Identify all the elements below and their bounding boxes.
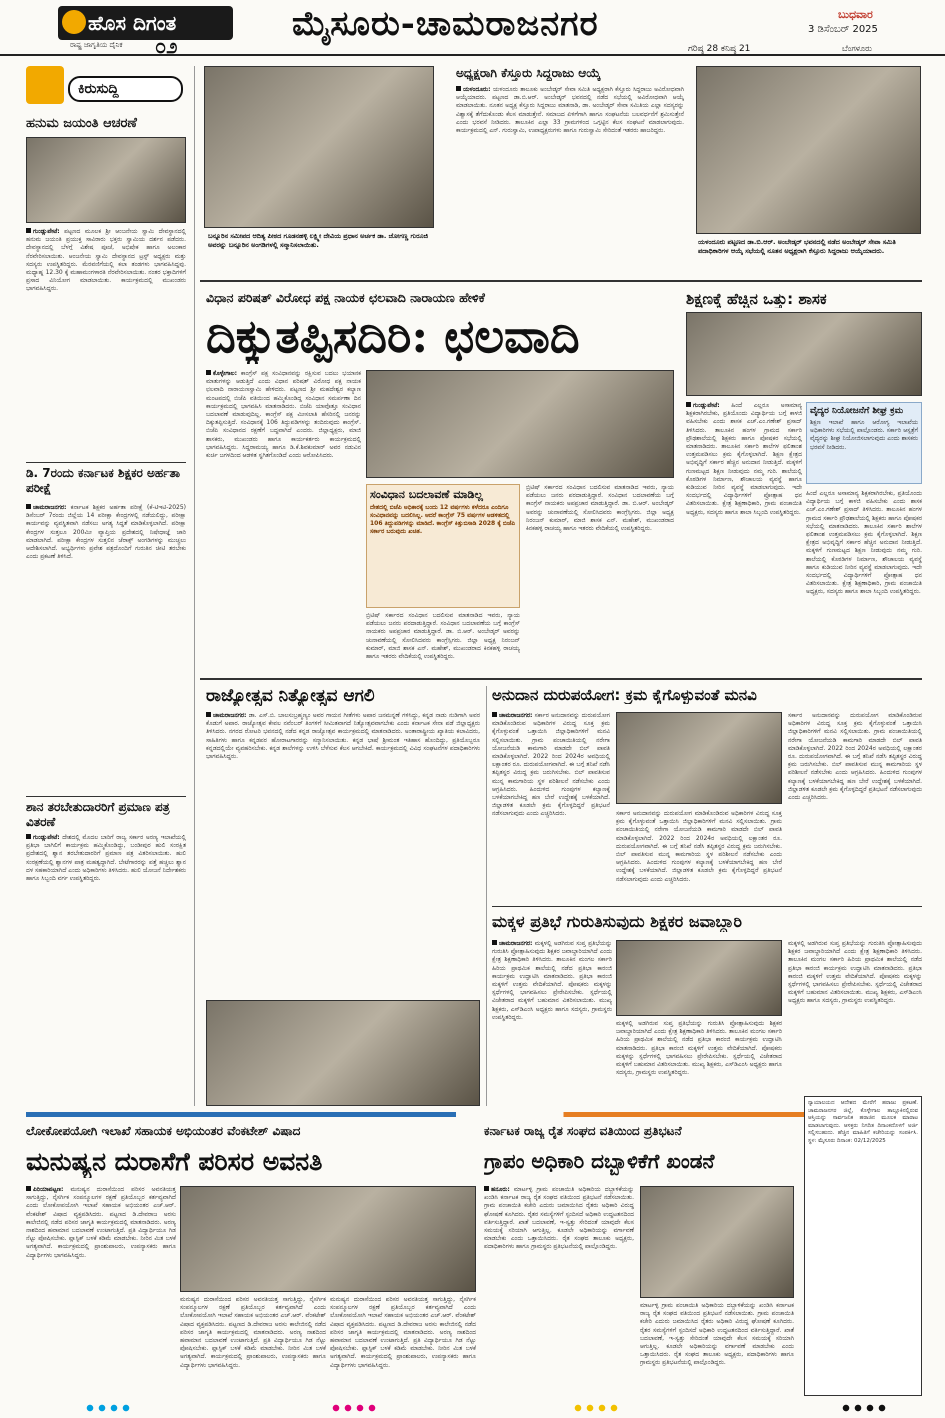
logo-emblem-icon bbox=[62, 10, 86, 34]
rajyotsava-text bbox=[206, 712, 480, 994]
parisara-body-3: ಮನುಷ್ಯನ ದುರಾಸೆಯಿಂದ ಪರಿಸರ ಅವನತಿಯತ್ತ ಸಾಗುತ್ತಿದ್ದು, ನೈಸರ್ಗಿಕ ಸಂಪನ್ಮೂಲಗಳ ರಕ್ಷಣೆ ಪ್ರತಿಯೊಬ್ಬರ ಕರ್ತವ್ಯವಾಗಿದೆ ಎಂದು ಲೋಕೋಪಯೋಗಿ ಇಲಾಖೆ ಸಹಾಯಕ ಅಭಿಯಂತರ ಎಚ್.ಆರ್. ವೆಂಕಟೇಶ್ ವಿಷಾದ ವ್ಯಕ್ತಪಡಿಸಿದರು. ಪಟ್ಟಣದ ಡಿ.ದೇವರಾಜ ಅರಸು ಕಾಲೇಜಿನಲ್ಲಿ ನಡೆದ ಪರಿಸರ ಜಾಗೃತಿ ಕಾರ್ಯಕ್ರಮದಲ್ಲಿ ಮಾತನಾಡಿದರು. ಅರಣ್ಯ ನಾಶದಿಂದ ಹವಾಮಾನ ಬದಲಾವಣೆ ಉಂಟಾಗುತ್ತಿದೆ. ಪ್ರತಿ ವಿದ್ಯಾರ್ಥಿಯೂ ಗಿಡ ನೆಟ್ಟು ಪೋಷಿಸಬೇಕು. ಪ್ಲಾಸ್ಟಿಕ್ ಬಳಕೆ ಕಡಿಮೆ ಮಾಡಬೇಕು. ನೀರಿನ ಮಿತ ಬಳಕೆ ಅಗತ್ಯವಾಗಿದೆ. ಕಾರ್ಯಕ್ರಮದಲ್ಲಿ ಪ್ರಾಂಶುಪಾಲರು, ಉಪನ್ಯಾಸಕರು ಹಾಗೂ ವಿದ್ಯಾರ್ಥಿಗಳು ಭಾಗವಹಿಸಿದ್ದರು. bbox=[330, 1296, 476, 1369]
photo-rajyotsava bbox=[206, 1000, 480, 1106]
lead-body: ಕಾಂಗ್ರೆಸ್ ಪಕ್ಷ ಸಂವಿಧಾನವನ್ನು ರಕ್ಷಿಸುವ ಬದಲು ಭಯಾನಕ ಮಾತುಗಳನ್ನು ಆಡುತ್ತಿದೆ ಎಂದು ವಿಧಾನ ಪರಿಷತ್ ವಿರೋಧ ಪಕ್ಷ ನಾಯಕ ಛಲವಾದಿ ನಾರಾಯಣಸ್ವಾಮಿ ಹೇಳಿದರು. ಪಟ್ಟಣದ ಶ್ರೀ ಮಹದೇಶ್ವರ ಕಲ್ಯಾಣ ಮಂಟಪದಲ್ಲಿ ಬಿಜೆಪಿ ವತಿಯಿಂದ ಹಮ್ಮಿಕೊಂಡಿದ್ದ ಸಂವಿಧಾನ ಸಮರ್ಪಣಾ ದಿನ ಕಾರ್ಯಕ್ರಮದಲ್ಲಿ ಭಾಗವಹಿಸಿ ಮಾತನಾಡಿದರು. ಬಿಜೆಪಿ ಯಾವೊತ್ತೂ ಸಂವಿಧಾನ ಬದಲಾವಣೆ ಮಾಡುವುದಿಲ್ಲ. ಕಾಂಗ್ರೆಸ್ ಪಕ್ಷ ಮೀಸಲಾತಿ ಹೆಸರಿನಲ್ಲಿ ಜನರನ್ನು ದಿಕ್ಕುತಪ್ಪಿಸುತ್ತಿದೆ. ಸಂವಿಧಾನಕ್ಕೆ 106 ತಿದ್ದುಪಡಿಗಳನ್ನು ತಂದಿರುವುದು ಕಾಂಗ್ರೆಸ್. ಬಿಜೆಪಿ ಸಂವಿಧಾನದ ರಕ್ಷಣೆಗೆ ಬದ್ಧವಾಗಿದೆ ಎಂದರು. ಜಿಲ್ಲಾಧ್ಯಕ್ಷರು, ಮಾಜಿ ಶಾಸಕರು, ಮುಖಂಡರು ಹಾಗೂ ಕಾರ್ಯಕರ್ತರು ಕಾರ್ಯಕ್ರಮದಲ್ಲಿ ಭಾಗವಹಿಸಿದ್ದರು. ಸಿದ್ದರಾಮಯ್ಯ ಹಾಗೂ ಡಿ.ಕೆ.ಶಿವಕುಮಾರ್ ಅವರ ನಡುವಿನ ಕುರ್ಚಿ ಜಗಳದಿಂದ ಆಡಳಿತ ಸ್ಥಗಿತಗೊಂಡಿದೆ ಎಂದು ಆರೋಪಿಸಿದರು. bbox=[206, 370, 361, 460]
pullquote-title: ಸಂವಿಧಾನ ಬದಲಾವಣೆ ಮಾಡಿಲ್ಲ bbox=[370, 488, 483, 501]
makkala-body: ಮಕ್ಕಳಲ್ಲಿ ಅಡಗಿರುವ ಸುಪ್ತ ಪ್ರತಿಭೆಯನ್ನು ಗುರುತಿಸಿ ಪ್ರೋತ್ಸಾಹಿಸುವುದು ಶಿಕ್ಷಕರ ಜವಾಬ್ದಾರಿಯಾಗಿದೆ ಎಂದು ಕ್ಷೇತ್ರ ಶಿಕ್ಷಣಾಧಿಕಾರಿ ತಿಳಿಸಿದರು. ತಾಲೂಕಿನ ಮಂಗಲ ಸರ್ಕಾರಿ ಹಿರಿಯ ಪ್ರಾಥಮಿಕ ಶಾಲೆಯಲ್ಲಿ ನಡೆದ ಪ್ರತಿಭಾ ಕಾರಂಜಿ ಕಾರ್ಯಕ್ರಮ ಉದ್ಘಾಟಿಸಿ ಮಾತನಾಡಿದರು. ಪ್ರತಿಭಾ ಕಾರಂಜಿ ಮಕ್ಕಳಿಗೆ ಉತ್ತಮ ವೇದಿಕೆಯಾಗಿದೆ. ಪೋಷಕರು ಮಕ್ಕಳನ್ನು ಸ್ಪರ್ಧೆಗಳಲ್ಲಿ ಭಾಗವಹಿಸಲು ಪ್ರೇರೇಪಿಸಬೇಕು. ಸ್ಪರ್ಧೆಯಲ್ಲಿ ವಿಜೇತರಾದ ಮಕ್ಕಳಿಗೆ ಬಹುಮಾನ ವಿತರಿಸಲಾಯಿತು. ಮುಖ್ಯ ಶಿಕ್ಷಕರು, ಎಸ್‌ಡಿಎಂಸಿ ಅಧ್ಯಕ್ಷರು ಹಾಗೂ ಸದಸ್ಯರು, ಗ್ರಾಮಸ್ಥರು ಉಪಸ್ಥಿತರಿದ್ದರು. bbox=[492, 940, 612, 1021]
caption-felicitation: ಬನ್ನೂರಿನ ಸಮೀಪದ ಆದಿತ್ಯ ಪೀಠದ ಗೂಡನಹಳ್ಳಿ ಲಕ್ಷ್ಮೀ ದೇವಿಯ ಪ್ರಧಾನ ಅರ್ಚಕ ಡಾ. ಜೋಗಣ್ಣ ಗುರೂಜಿ ಅವರನ್ನು ಬನ್ನೂರಿನ ಅಂಗಡಿಗಳಲ್ಲಿ ಸನ್ಮಾನಿಸಲಾಯಿತು. bbox=[208, 232, 429, 249]
grapam-text-2 bbox=[640, 1302, 794, 1396]
pullquote-text: ದೇಶದಲ್ಲಿ ಬಿಜೆಪಿ ಅಧಿಕಾರಕ್ಕೆ ಬಂದು 12 ವರ್ಷಗಳು ಕಳೆದರೂ ಎಂದಿಗೂ ಸಂವಿಧಾನವನ್ನು ಬದಲಿಸಿಲ್ಲ. ಆದರೆ ಕಾಂಗ್ರೆಸ್ 75 ವರ್ಷಗಳ ಆಡಳಿತದಲ್ಲಿ 106 ತಿದ್ದುಪಡಿಗಳನ್ನು ಮಾಡಿದೆ. ಕಾಂಗ್ರೆಸ್ ಕಿತ್ತುಬಿಸಾಡಿ 2028 ಕ್ಕೆ ಬಿಜೆಪಿ ಸರ್ಕಾರ ಬರುವುದು ಖಚಿತ. bbox=[370, 504, 516, 535]
anudana-body-2: ಸರ್ಕಾರ ಅನುದಾನವನ್ನು ದುರುಪಯೋಗ ಮಾಡಿಕೊಂಡಿರುವ ಅಧಿಕಾರಿಗಳ ವಿರುದ್ಧ ಸೂಕ್ತ ಕ್ರಮ ಕೈಗೊಳ್ಳುವಂತೆ ಒತ್ತಾಯಿಸಿ ಜಿಲ್ಲಾಧಿಕಾರಿಗಳಿಗೆ ಮನವಿ ಸಲ್ಲಿಸಲಾಯಿತು. ಗ್ರಾಮ ಪಂಚಾಯಿತಿಯಲ್ಲಿ ನರೇಗಾ ಯೋಜನೆಯಡಿ ಕಾಮಗಾರಿ ಮಾಡದೇ ಬಿಲ್ ಪಾವತಿ ಮಾಡಿಕೊಳ್ಳಲಾಗಿದೆ. 2022 ರಿಂದ 2024ರ ಅವಧಿಯಲ್ಲಿ ಲಕ್ಷಾಂತರ ರೂ. ದುರುಪಯೋಗವಾಗಿದೆ. ಈ ಬಗ್ಗೆ ತನಿಖೆ ನಡೆಸಿ ತಪ್ಪಿತಸ್ಥರ ವಿರುದ್ಧ ಕ್ರಮ ಜರುಗಿಸಬೇಕು. ಬಿಲ್ ಪಾವತಿಸುವ ಮುನ್ನ ಕಾಮಗಾರಿಯ ಸ್ಥಳ ಪರಿಶೀಲನೆ ನಡೆಸಬೇಕು ಎಂದು ಆಗ್ರಹಿಸಿದರು. ಹಿಂದುಳಿದ ಗುಂಪುಗಳ ಕಲ್ಯಾಣಕ್ಕೆ ಬಳಕೆಯಾಗಬೇಕಿದ್ದ ಹಣ ಬೇರೆ ಉದ್ದೇಶಕ್ಕೆ ಬಳಕೆಯಾಗಿದೆ. ಜಿಲ್ಲಾಡಳಿತ ಕೂಡಲೇ ಕ್ರಮ ಕೈಗೊಳ್ಳದಿದ್ದರೆ ಪ್ರತಿಭಟನೆ ನಡೆಸಲಾಗುವುದು ಎಂದು ಎಚ್ಚರಿಸಿದರು. bbox=[616, 810, 782, 883]
photo-school-meeting bbox=[686, 312, 922, 396]
photo-lead-event bbox=[366, 370, 674, 478]
kesur-text bbox=[456, 86, 684, 272]
kesur-headline: ಅಧ್ಯಕ್ಷರಾಗಿ ಕೆಸ್ತೂರು ಸಿದ್ದರಾಜು ಆಯ್ಕೆ bbox=[456, 66, 601, 80]
divider bbox=[492, 906, 922, 907]
doctor-box-title: ವೈದ್ಯರ ನಿಯೋಜನೆಗೆ ಶೀಘ್ರ ಕ್ರಮ bbox=[810, 406, 904, 416]
anudana-body: ಸರ್ಕಾರ ಅನುದಾನವನ್ನು ದುರುಪಯೋಗ ಮಾಡಿಕೊಂಡಿರುವ ಅಧಿಕಾರಿಗಳ ವಿರುದ್ಧ ಸೂಕ್ತ ಕ್ರಮ ಕೈಗೊಳ್ಳುವಂತೆ ಒತ್ತಾಯಿಸಿ ಜಿಲ್ಲಾಧಿಕಾರಿಗಳಿಗೆ ಮನವಿ ಸಲ್ಲಿಸಲಾಯಿತು. ಗ್ರಾಮ ಪಂಚಾಯಿತಿಯಲ್ಲಿ ನರೇಗಾ ಯೋಜನೆಯಡಿ ಕಾಮಗಾರಿ ಮಾಡದೇ ಬಿಲ್ ಪಾವತಿ ಮಾಡಿಕೊಳ್ಳಲಾಗಿದೆ. 2022 ರಿಂದ 2024ರ ಅವಧಿಯಲ್ಲಿ ಲಕ್ಷಾಂತರ ರೂ. ದುರುಪಯೋಗವಾಗಿದೆ. ಈ ಬಗ್ಗೆ ತನಿಖೆ ನಡೆಸಿ ತಪ್ಪಿತಸ್ಥರ ವಿರುದ್ಧ ಕ್ರಮ ಜರುಗಿಸಬೇಕು. ಬಿಲ್ ಪಾವತಿಸುವ ಮುನ್ನ ಕಾಮಗಾರಿಯ ಸ್ಥಳ ಪರಿಶೀಲನೆ ನಡೆಸಬೇಕು ಎಂದು ಆಗ್ರಹಿಸಿದರು. ಹಿಂದುಳಿದ ಗುಂಪುಗಳ ಕಲ್ಯಾಣಕ್ಕೆ ಬಳಕೆಯಾಗಬೇಕಿದ್ದ ಹಣ ಬೇರೆ ಉದ್ದೇಶಕ್ಕೆ ಬಳಕೆಯಾಗಿದೆ. ಜಿಲ್ಲಾಡಳಿತ ಕೂಡಲೇ ಕ್ರಮ ಕೈಗೊಳ್ಳದಿದ್ದರೆ ಪ್ರತಿಭಟನೆ ನಡೆಸಲಾಗುವುದು ಎಂದು ಎಚ್ಚರಿಸಿದರು. bbox=[492, 712, 610, 818]
anudana-text-3 bbox=[788, 712, 922, 902]
parisara-place: ಪಿರಿಯಾಪಟ್ಟಣ: bbox=[33, 1186, 64, 1193]
lead-kicker: ವಿಧಾನ ಪರಿಷತ್ ವಿರೋಧ ಪಕ್ಷ ನಾಯಕ ಛಲವಾದಿ ನಾರಾಯಣ ಹೇಳಿಕೆ bbox=[206, 290, 485, 305]
legal-notice bbox=[804, 1096, 922, 1396]
divider bbox=[200, 678, 922, 680]
brief-headline-3: ಶಾನ ತರಬೇತುದಾರರಿಗೆ ಪ್ರಮಾಣ ಪತ್ರ ವಿತರಣೆ bbox=[26, 800, 170, 829]
grapam-body-2: ಮಾರ್ಟಳ್ಳಿ ಗ್ರಾಮ ಪಂಚಾಯಿತಿ ಅಧಿಕಾರಿಯ ದಬ್ಬಾಳಿಕೆಯನ್ನು ಖಂಡಿಸಿ ಕರ್ನಾಟಕ ರಾಜ್ಯ ರೈತ ಸಂಘದ ವತಿಯಿಂದ ಪ್ರತಿಭಟನೆ ನಡೆಸಲಾಯಿತು. ಗ್ರಾಮ ಪಂಚಾಯಿತಿ ಕಚೇರಿ ಎದುರು ಜಮಾಯಿಸಿದ ರೈತರು ಅಧಿಕಾರಿ ವಿರುದ್ಧ ಘೋಷಣೆ ಕೂಗಿದರು. ರೈತರ ಸಮಸ್ಯೆಗಳಿಗೆ ಸ್ಪಂದಿಸದೆ ಅಧಿಕಾರಿ ಉದ್ಧಟತನದಿಂದ ವರ್ತಿಸುತ್ತಿದ್ದಾರೆ. ಖಾತೆ ಬದಲಾವಣೆ, ಇ-ಸ್ವತ್ತು ಸೇರಿದಂತೆ ಯಾವುದೇ ಕೆಲಸ ಸಮಯಕ್ಕೆ ಸರಿಯಾಗಿ ಆಗುತ್ತಿಲ್ಲ. ಕೂಡಲೇ ಅಧಿಕಾರಿಯನ್ನು ವರ್ಗಾವಣೆ ಮಾಡಬೇಕು ಎಂದು ಒತ್ತಾಯಿಸಿದರು. ರೈತ ಸಂಘದ ತಾಲೂಕು ಅಧ್ಯಕ್ಷರು, ಪದಾಧಿಕಾರಿಗಳು ಹಾಗೂ ಗ್ರಾಮಸ್ಥರು ಪ್ರತಿಭಟನೆಯಲ್ಲಿ ಪಾಲ್ಗೊಂಡಿದ್ದರು. bbox=[640, 1302, 794, 1367]
brief-1-text bbox=[26, 228, 186, 460]
makkala-text-2 bbox=[616, 1020, 782, 1106]
kesur-body: ಯಳಂದೂರು ತಾಲೂಕು ಅಂಬೇಡ್ಕರ್ ಸೇವಾ ಸಮಿತಿ ಅಧ್ಯಕ್ಷರಾಗಿ ಕೆಸ್ತೂರು ಸಿದ್ದರಾಜು ಅವಿರೋಧವಾಗಿ ಆಯ್ಕೆಯಾದರು. ಪಟ್ಟಣದ ಡಾ.ಬಿ.ಆರ್. ಅಂಬೇಡ್ಕರ್ ಭವನದಲ್ಲಿ ನಡೆದ ಸಭೆಯಲ್ಲಿ ಅವಿರೋಧವಾಗಿ ಆಯ್ಕೆ ಮಾಡಲಾಯಿತು. ನೂತನ ಅಧ್ಯಕ್ಷ ಕೆಸ್ತೂರು ಸಿದ್ದರಾಜು ಮಾತನಾಡಿ, ಡಾ. ಅಂಬೇಡ್ಕರ್ ಸೇವಾ ಸಮಿತಿಯ ಎಲ್ಲಾ ಸದಸ್ಯರನ್ನು ವಿಶ್ವಾಸಕ್ಕೆ ತೆಗೆದುಕೊಂಡು ಕೆಲಸ ಮಾಡುತ್ತೇನೆ. ಸಮಾಜದ ಏಳಿಗೆಗಾಗಿ ಹಾಗೂ ಸಂಘಟನೆಯ ಬಲವರ್ಧನೆಗೆ ಶ್ರಮಿಸುತ್ತೇನೆ ಎಂದು ಭರವಸೆ ನೀಡಿದರು. ತಾಲೂಕಿನ ಎಲ್ಲಾ 33 ಗ್ರಾಮಗಳಿಂದ ಒಗ್ಗಟ್ಟಿನ ಕೆಲಸ ಸಂಘಟನೆ ಮಾಡಲಾಗುವುದು. ಕಾರ್ಯಕ್ರಮದಲ್ಲಿ ಎನ್. ಗುರುಸ್ವಾಮಿ, ಉಪಾಧ್ಯಕ್ಷರುಗಳು ಹಾಗೂ ಗುರುಸ್ವಾಮಿ ಸೇರಿದಂತೆ ಇತರರು ಹಾಜರಿದ್ದರು. bbox=[456, 86, 684, 135]
newspaper-logo: ಹೊಸ ದಿಗಂತ bbox=[58, 6, 233, 40]
photo-committee bbox=[696, 66, 921, 234]
parisara-kicker: ಲೋಕೋಪಯೋಗಿ ಇಲಾಖೆ ಸಹಾಯಕ ಅಭಿಯಂತರ ವೆಂಕಟೇಶ್ ವಿಷಾದ bbox=[26, 1124, 301, 1138]
brief-2-text bbox=[26, 504, 186, 794]
pullquote-box bbox=[366, 484, 520, 608]
doctor-box-body: ಶಿಕ್ಷಣ ಇಲಾಖೆ ಹಾಗೂ ಆರೋಗ್ಯ ಇಲಾಖೆಯ ಅಧಿಕಾರಿಗಳು ಸಭೆಯಲ್ಲಿ ಪಾಲ್ಗೊಂಡರು. ಸರ್ಕಾರಿ ಆಸ್ಪತ್ರೆಗೆ ವೈದ್ಯರನ್ನು ಶೀಘ್ರ ನಿಯೋಜಿಸಲಾಗುವುದು ಎಂದು ಶಾಸಕರು ಭರವಸೆ ನೀಡಿದರು. bbox=[810, 419, 918, 451]
parisara-text bbox=[26, 1186, 176, 1396]
city: ಬೆಂಗಳೂರು bbox=[842, 44, 872, 53]
grapam-text bbox=[484, 1186, 634, 1396]
makkala-text-3 bbox=[788, 940, 922, 1090]
anudana-body-3: ಸರ್ಕಾರ ಅನುದಾನವನ್ನು ದುರುಪಯೋಗ ಮಾಡಿಕೊಂಡಿರುವ ಅಧಿಕಾರಿಗಳ ವಿರುದ್ಧ ಸೂಕ್ತ ಕ್ರಮ ಕೈಗೊಳ್ಳುವಂತೆ ಒತ್ತಾಯಿಸಿ ಜಿಲ್ಲಾಧಿಕಾರಿಗಳಿಗೆ ಮನವಿ ಸಲ್ಲಿಸಲಾಯಿತು. ಗ್ರಾಮ ಪಂಚಾಯಿತಿಯಲ್ಲಿ ನರೇಗಾ ಯೋಜನೆಯಡಿ ಕಾಮಗಾರಿ ಮಾಡದೇ ಬಿಲ್ ಪಾವತಿ ಮಾಡಿಕೊಳ್ಳಲಾಗಿದೆ. 2022 ರಿಂದ 2024ರ ಅವಧಿಯಲ್ಲಿ ಲಕ್ಷಾಂತರ ರೂ. ದುರುಪಯೋಗವಾಗಿದೆ. ಈ ಬಗ್ಗೆ ತನಿಖೆ ನಡೆಸಿ ತಪ್ಪಿತಸ್ಥರ ವಿರುದ್ಧ ಕ್ರಮ ಜರುಗಿಸಬೇಕು. ಬಿಲ್ ಪಾವತಿಸುವ ಮುನ್ನ ಕಾಮಗಾರಿಯ ಸ್ಥಳ ಪರಿಶೀಲನೆ ನಡೆಸಬೇಕು ಎಂದು ಆಗ್ರಹಿಸಿದರು. ಹಿಂದುಳಿದ ಗುಂಪುಗಳ ಕಲ್ಯಾಣಕ್ಕೆ ಬಳಕೆಯಾಗಬೇಕಿದ್ದ ಹಣ ಬೇರೆ ಉದ್ದೇಶಕ್ಕೆ ಬಳಕೆಯಾಗಿದೆ. ಜಿಲ್ಲಾಡಳಿತ ಕೂಡಲೇ ಕ್ರಮ ಕೈಗೊಳ್ಳದಿದ್ದರೆ ಪ್ರತಿಭಟನೆ ನಡೆಸಲಾಗುವುದು ಎಂದು ಎಚ್ಚರಿಸಿದರು. bbox=[788, 712, 922, 802]
parisara-text-3 bbox=[330, 1296, 476, 1396]
grapam-body: ಮಾರ್ಟಳ್ಳಿ ಗ್ರಾಮ ಪಂಚಾಯಿತಿ ಅಧಿಕಾರಿಯ ದಬ್ಬಾಳಿಕೆಯನ್ನು ಖಂಡಿಸಿ ಕರ್ನಾಟಕ ರಾಜ್ಯ ರೈತ ಸಂಘದ ವತಿಯಿಂದ ಪ್ರತಿಭಟನೆ ನಡೆಸಲಾಯಿತು. ಗ್ರಾಮ ಪಂಚಾಯಿತಿ ಕಚೇರಿ ಎದುರು ಜಮಾಯಿಸಿದ ರೈತರು ಅಧಿಕಾರಿ ವಿರುದ್ಧ ಘೋಷಣೆ ಕೂಗಿದರು. ರೈತರ ಸಮಸ್ಯೆಗಳಿಗೆ ಸ್ಪಂದಿಸದೆ ಅಧಿಕಾರಿ ಉದ್ಧಟತನದಿಂದ ವರ್ತಿಸುತ್ತಿದ್ದಾರೆ. ಖಾತೆ ಬದಲಾವಣೆ, ಇ-ಸ್ವತ್ತು ಸೇರಿದಂತೆ ಯಾವುದೇ ಕೆಲಸ ಸಮಯಕ್ಕೆ ಸರಿಯಾಗಿ ಆಗುತ್ತಿಲ್ಲ. ಕೂಡಲೇ ಅಧಿಕಾರಿಯನ್ನು ವರ್ಗಾವಣೆ ಮಾಡಬೇಕು ಎಂದು ಒತ್ತಾಯಿಸಿದರು. ರೈತ ಸಂಘದ ತಾಲೂಕು ಅಧ್ಯಕ್ಷರು, ಪದಾಧಿಕಾರಿಗಳು ಹಾಗೂ ಗ್ರಾಮಸ್ಥರು ಪ್ರತಿಭಟನೆಯಲ್ಲಿ ಪಾಲ್ಗೊಂಡಿದ್ದರು. bbox=[484, 1186, 634, 1251]
anudana-text bbox=[492, 712, 610, 902]
parisara-text-2 bbox=[180, 1296, 326, 1396]
brief-headline-1: ಹನುಮ ಜಯಂತಿ ಆಚರಣೆ bbox=[26, 116, 137, 131]
print-registration-marks bbox=[840, 1404, 888, 1412]
color-band bbox=[26, 1112, 922, 1117]
photo-felicitation bbox=[204, 66, 434, 228]
column-rule bbox=[486, 686, 487, 1106]
rajyotsava-place: ಚಾಮರಾಜನಗರ: bbox=[213, 712, 247, 719]
brief-3-place: ಗುಂಡ್ಲುಪೇಟೆ: bbox=[33, 834, 60, 841]
edition-title: ಮೈಸೂರು-ಚಾಮರಾಜನಗರ bbox=[292, 4, 599, 44]
hand-icon bbox=[26, 66, 64, 104]
brief-3-body: ದೇಶದಲ್ಲಿ ಮೊದಲ ಬಾರಿಗೆ ರಾಜ್ಯ ಸರ್ಕಾರ ಅರಣ್ಯ ಇಲಾಖೆಯಲ್ಲಿ ಪ್ರತಿಭಾ ಬಾಗಿಲಿಗೆ ಕಾರ್ಯಕ್ರಮ ಹಮ್ಮಿಕೊಂಡಿದ್ದು, ಬಂಡೀಪುರ ಹುಲಿ ಸಂರಕ್ಷಿತ ಪ್ರದೇಶದಲ್ಲಿ ಶ್ವಾನ ತರಬೇತುದಾರರಿಗೆ ಪ್ರಮಾಣ ಪತ್ರ ವಿತರಿಸಲಾಯಿತು. ಹುಲಿ ಸಂರಕ್ಷಣೆಯಲ್ಲಿ ಶ್ವಾನಗಳ ಪಾತ್ರ ಮಹತ್ವದ್ದಾಗಿದೆ. ಬೇಟೆಗಾರರನ್ನು ಪತ್ತೆ ಹಚ್ಚಲು ಶ್ವಾನ ದಳ ಸಹಕಾರಿಯಾಗಿದೆ ಎಂದು ಅಧಿಕಾರಿಗಳು ತಿಳಿಸಿದರು. ಹುಲಿ ಯೋಜನೆ ನಿರ್ದೇಶಕರು ಹಾಗೂ ಸಿಬ್ಬಂದಿ ವರ್ಗ ಉಪಸ್ಥಿತರಿದ್ದರು. bbox=[26, 834, 186, 883]
makkala-text bbox=[492, 940, 612, 1106]
divider bbox=[200, 280, 922, 282]
lead-place: ಕೊಳ್ಳೇಗಾಲ: bbox=[213, 370, 238, 377]
print-registration-marks bbox=[84, 1404, 132, 1412]
photo-temple bbox=[26, 137, 186, 223]
grapam-place: ಹನೂರು: bbox=[491, 1186, 510, 1193]
lead-headline: ದಿಕ್ಕುತಪ್ಪಿಸದಿರಿ: ಛಲವಾದಿ bbox=[206, 309, 580, 363]
divider bbox=[26, 462, 186, 463]
shasaka-body-2: ಹಿಂದೆ ಎಲ್ಲರೂ ಅಸಾಮಾನ್ಯ ಶಿಕ್ಷಕರಾಗಿರಬೇಕು, ಪ್ರತಿಯೊಂದು ವಿದ್ಯಾರ್ಥಿಯ ಬಗ್ಗೆ ಕಾಳಜಿ ವಹಿಸಬೇಕು ಎಂದು ಶಾಸಕ ಎಚ್.ಎಂ.ಗಣೇಶ್ ಪ್ರಸಾದ್ ತಿಳಿಸಿದರು. ತಾಲೂಕಿನ ಹಂಗಳ ಗ್ರಾಮದ ಸರ್ಕಾರಿ ಪ್ರೌಢಶಾಲೆಯಲ್ಲಿ ಶಿಕ್ಷಕರು ಹಾಗೂ ಪೋಷಕರ ಸಭೆಯಲ್ಲಿ ಮಾತನಾಡಿದರು. ತಾಲೂಕಿನ ಸರ್ಕಾರಿ ಶಾಲೆಗಳ ಫಲಿತಾಂಶ ಉತ್ತಮಪಡಿಸಲು ಕ್ರಮ ಕೈಗೊಳ್ಳಲಾಗಿದೆ. ಶಿಕ್ಷಣ ಕ್ಷೇತ್ರದ ಅಭಿವೃದ್ಧಿಗೆ ಸರ್ಕಾರ ಹೆಚ್ಚಿನ ಅನುದಾನ ನೀಡುತ್ತಿದೆ. ಮಕ್ಕಳಿಗೆ ಗುಣಮಟ್ಟದ ಶಿಕ್ಷಣ ನೀಡುವುದು ನಮ್ಮ ಗುರಿ. ಶಾಲೆಯಲ್ಲಿ ಕೊಠಡಿಗಳ ನಿರ್ಮಾಣ, ಶೌಚಾಲಯ ವ್ಯವಸ್ಥೆ ಹಾಗೂ ಕುಡಿಯುವ ನೀರಿನ ವ್ಯವಸ್ಥೆ ಮಾಡಲಾಗುವುದು. ಇದೇ ಸಂದರ್ಭದಲ್ಲಿ ವಿದ್ಯಾರ್ಥಿಗಳಿಗೆ ಪ್ರೋತ್ಸಾಹ ಧನ ವಿತರಿಸಲಾಯಿತು. ಕ್ಷೇತ್ರ ಶಿಕ್ಷಣಾಧಿಕಾರಿ, ಗ್ರಾಮ ಪಂಚಾಯಿತಿ ಅಧ್ಯಕ್ಷರು, ಸದಸ್ಯರು ಹಾಗೂ ಶಾಲಾ ಸಿಬ್ಬಂದಿ ಉಪಸ್ಥಿತರಿದ್ದರು. bbox=[806, 490, 922, 596]
shasaka-headline: ಶಿಕ್ಷಣಕ್ಕೆ ಹೆಚ್ಚಿನ ಒತ್ತು: ಶಾಸಕ bbox=[686, 290, 827, 308]
divider bbox=[26, 796, 186, 797]
makkala-headline: ಮಕ್ಕಳ ಪ್ರತಿಭೆ ಗುರುತಿಸುವುದು ಶಿಕ್ಷಕರ ಜವಾಬ್ದಾರಿ bbox=[492, 912, 742, 931]
doctor-box bbox=[806, 402, 922, 484]
lead-text-col2b bbox=[366, 612, 520, 672]
print-registration-marks bbox=[330, 1404, 378, 1412]
lead-text-col3 bbox=[526, 484, 674, 672]
lead-text-col1 bbox=[206, 370, 361, 670]
day: ಬುಧವಾರ bbox=[838, 8, 873, 21]
print-registration-marks bbox=[572, 1404, 620, 1412]
parisara-body: ಮನುಷ್ಯನ ದುರಾಸೆಯಿಂದ ಪರಿಸರ ಅವನತಿಯತ್ತ ಸಾಗುತ್ತಿದ್ದು, ನೈಸರ್ಗಿಕ ಸಂಪನ್ಮೂಲಗಳ ರಕ್ಷಣೆ ಪ್ರತಿಯೊಬ್ಬರ ಕರ್ತವ್ಯವಾಗಿದೆ ಎಂದು ಲೋಕೋಪಯೋಗಿ ಇಲಾಖೆ ಸಹಾಯಕ ಅಭಿಯಂತರ ಎಚ್.ಆರ್. ವೆಂಕಟೇಶ್ ವಿಷಾದ ವ್ಯಕ್ತಪಡಿಸಿದರು. ಪಟ್ಟಣದ ಡಿ.ದೇವರಾಜ ಅರಸು ಕಾಲೇಜಿನಲ್ಲಿ ನಡೆದ ಪರಿಸರ ಜಾಗೃತಿ ಕಾರ್ಯಕ್ರಮದಲ್ಲಿ ಮಾತನಾಡಿದರು. ಅರಣ್ಯ ನಾಶದಿಂದ ಹವಾಮಾನ ಬದಲಾವಣೆ ಉಂಟಾಗುತ್ತಿದೆ. ಪ್ರತಿ ವಿದ್ಯಾರ್ಥಿಯೂ ಗಿಡ ನೆಟ್ಟು ಪೋಷಿಸಬೇಕು. ಪ್ಲಾಸ್ಟಿಕ್ ಬಳಕೆ ಕಡಿಮೆ ಮಾಡಬೇಕು. ನೀರಿನ ಮಿತ ಬಳಕೆ ಅಗತ್ಯವಾಗಿದೆ. ಕಾರ್ಯಕ್ರಮದಲ್ಲಿ ಪ್ರಾಂಶುಪಾಲರು, ಉಪನ್ಯಾಸಕರು ಹಾಗೂ ವಿದ್ಯಾರ್ಥಿಗಳು ಭಾಗವಹಿಸಿದ್ದರು. bbox=[26, 1186, 176, 1259]
brief-1-place: ಗುಂಡ್ಲುಪೇಟೆ: bbox=[33, 228, 60, 235]
makkala-place: ಚಾಮರಾಜನಗರ: bbox=[499, 940, 533, 947]
photo-environment bbox=[180, 1186, 476, 1292]
photo-petition bbox=[616, 712, 782, 804]
tagline: ರಾಷ್ಟ್ರ ಜಾಗೃತಿಯ ದೈನಿಕ bbox=[70, 41, 123, 49]
photo-pratibha bbox=[616, 940, 782, 1016]
rajyotsava-headline: ರಾಜ್ಯೋತ್ಸವ ನಿತ್ಯೋತ್ಸವ ಆಗಲಿ bbox=[206, 686, 375, 706]
shasaka-text-2 bbox=[806, 490, 922, 672]
shasaka-text bbox=[686, 402, 802, 672]
brief-headline-2: ಡಿ. 7ರಂದು ಕರ್ನಾಟಕ ಶಿಕ್ಷಕರ ಅರ್ಹತಾ ಪರೀಕ್ಷೆ bbox=[26, 466, 181, 495]
shasaka-body: ಹಿಂದೆ ಎಲ್ಲರೂ ಅಸಾಮಾನ್ಯ ಶಿಕ್ಷಕರಾಗಿರಬೇಕು, ಪ್ರತಿಯೊಂದು ವಿದ್ಯಾರ್ಥಿಯ ಬಗ್ಗೆ ಕಾಳಜಿ ವಹಿಸಬೇಕು ಎಂದು ಶಾಸಕ ಎಚ್.ಎಂ.ಗಣೇಶ್ ಪ್ರಸಾದ್ ತಿಳಿಸಿದರು. ತಾಲೂಕಿನ ಹಂಗಳ ಗ್ರಾಮದ ಸರ್ಕಾರಿ ಪ್ರೌಢಶಾಲೆಯಲ್ಲಿ ಶಿಕ್ಷಕರು ಹಾಗೂ ಪೋಷಕರ ಸಭೆಯಲ್ಲಿ ಮಾತನಾಡಿದರು. ತಾಲೂಕಿನ ಸರ್ಕಾರಿ ಶಾಲೆಗಳ ಫಲಿತಾಂಶ ಉತ್ತಮಪಡಿಸಲು ಕ್ರಮ ಕೈಗೊಳ್ಳಲಾಗಿದೆ. ಶಿಕ್ಷಣ ಕ್ಷೇತ್ರದ ಅಭಿವೃದ್ಧಿಗೆ ಸರ್ಕಾರ ಹೆಚ್ಚಿನ ಅನುದಾನ ನೀಡುತ್ತಿದೆ. ಮಕ್ಕಳಿಗೆ ಗುಣಮಟ್ಟದ ಶಿಕ್ಷಣ ನೀಡುವುದು ನಮ್ಮ ಗುರಿ. ಶಾಲೆಯಲ್ಲಿ ಕೊಠಡಿಗಳ ನಿರ್ಮಾಣ, ಶೌಚಾಲಯ ವ್ಯವಸ್ಥೆ ಹಾಗೂ ಕುಡಿಯುವ ನೀರಿನ ವ್ಯವಸ್ಥೆ ಮಾಡಲಾಗುವುದು. ಇದೇ ಸಂದರ್ಭದಲ್ಲಿ ವಿದ್ಯಾರ್ಥಿಗಳಿಗೆ ಪ್ರೋತ್ಸಾಹ ಧನ ವಿತರಿಸಲಾಯಿತು. ಕ್ಷೇತ್ರ ಶಿಕ್ಷಣಾಧಿಕಾರಿ, ಗ್ರಾಮ ಪಂಚಾಯಿತಿ ಅಧ್ಯಕ್ಷರು, ಸದಸ್ಯರು ಹಾಗೂ ಶಾಲಾ ಸಿಬ್ಬಂದಿ ಉಪಸ್ಥಿತರಿದ್ದರು. bbox=[686, 402, 802, 516]
parisara-body-2: ಮನುಷ್ಯನ ದುರಾಸೆಯಿಂದ ಪರಿಸರ ಅವನತಿಯತ್ತ ಸಾಗುತ್ತಿದ್ದು, ನೈಸರ್ಗಿಕ ಸಂಪನ್ಮೂಲಗಳ ರಕ್ಷಣೆ ಪ್ರತಿಯೊಬ್ಬರ ಕರ್ತವ್ಯವಾಗಿದೆ ಎಂದು ಲೋಕೋಪಯೋಗಿ ಇಲಾಖೆ ಸಹಾಯಕ ಅಭಿಯಂತರ ಎಚ್.ಆರ್. ವೆಂಕಟೇಶ್ ವಿಷಾದ ವ್ಯಕ್ತಪಡಿಸಿದರು. ಪಟ್ಟಣದ ಡಿ.ದೇವರಾಜ ಅರಸು ಕಾಲೇಜಿನಲ್ಲಿ ನಡೆದ ಪರಿಸರ ಜಾಗೃತಿ ಕಾರ್ಯಕ್ರಮದಲ್ಲಿ ಮಾತನಾಡಿದರು. ಅರಣ್ಯ ನಾಶದಿಂದ ಹವಾಮಾನ ಬದಲಾವಣೆ ಉಂಟಾಗುತ್ತಿದೆ. ಪ್ರತಿ ವಿದ್ಯಾರ್ಥಿಯೂ ಗಿಡ ನೆಟ್ಟು ಪೋಷಿಸಬೇಕು. ಪ್ಲಾಸ್ಟಿಕ್ ಬಳಕೆ ಕಡಿಮೆ ಮಾಡಬೇಕು. ನೀರಿನ ಮಿತ ಬಳಕೆ ಅಗತ್ಯವಾಗಿದೆ. ಕಾರ್ಯಕ್ರಮದಲ್ಲಿ ಪ್ರಾಂಶುಪಾಲರು, ಉಪನ್ಯಾಸಕರು ಹಾಗೂ ವಿದ್ಯಾರ್ಥಿಗಳು ಭಾಗವಹಿಸಿದ್ದರು. bbox=[180, 1296, 326, 1369]
brief-1-body: ಪಟ್ಟಣದ ಮೂಲಕ ಶ್ರೀ ಆಂಜನೇಯ ಸ್ವಾಮಿ ದೇವಸ್ಥಾನದಲ್ಲಿ ಹನುಮ ಜಯಂತಿ ಪ್ರಯುಕ್ತ ಸಾವಿರಾರು ಭಕ್ತರು ಸ್ವಾಮಿಯ ದರ್ಶನ ಪಡೆದರು. ದೇವಸ್ಥಾನದಲ್ಲಿ ಬೆಳಗ್ಗೆ ವಿಶೇಷ ಪೂಜೆ, ಅಭಿಷೇಕ ಹಾಗೂ ಅಲಂಕಾರ ನೆರವೇರಿಸಲಾಯಿತು. ಆಂಜನೇಯ ಸ್ವಾಮಿ ದೇವಸ್ಥಾನದ ಟ್ರಸ್ಟ್ ಅಧ್ಯಕ್ಷರು ಮತ್ತು ಸದಸ್ಯರು ಉಪಸ್ಥಿತರಿದ್ದರು. ಮೆರವಣಿಗೆಯಲ್ಲಿ ಕಲಾ ತಂಡಗಳು ಭಾಗವಹಿಸಿದ್ದವು. ಮಧ್ಯಾಹ್ನ 12.30 ಕ್ಕೆ ಮಹಾಮಂಗಳಾರತಿ ನೆರವೇರಿಸಲಾಯಿತು. ನಂತರ ಭಕ್ತಾದಿಗಳಿಗೆ ಪ್ರಸಾದ ವಿನಿಯೋಗ ಮಾಡಲಾಯಿತು. ಕಾರ್ಯಕ್ರಮದಲ್ಲಿ ಮುಖಂಡರು ಭಾಗವಹಿಸಿದ್ದರು. bbox=[26, 228, 186, 293]
grapam-headline: ಗ್ರಾಪಂ ಅಧಿಕಾರಿ ದಬ್ಬಾಳಿಕೆಗೆ ಖಂಡನೆ bbox=[484, 1149, 715, 1173]
anudana-headline: ಅನುದಾನ ದುರುಪಯೋಗ: ಕ್ರಮ ಕೈಗೊಳ್ಳುವಂತೆ ಮನವಿ bbox=[492, 686, 757, 704]
weather: ಗರಿಷ್ಠ 28 ಕನಿಷ್ಠ 21 bbox=[688, 44, 751, 54]
brief-2-place: ಚಾಮರಾಜನಗರ: bbox=[33, 504, 67, 511]
makkala-body-3: ಮಕ್ಕಳಲ್ಲಿ ಅಡಗಿರುವ ಸುಪ್ತ ಪ್ರತಿಭೆಯನ್ನು ಗುರುತಿಸಿ ಪ್ರೋತ್ಸಾಹಿಸುವುದು ಶಿಕ್ಷಕರ ಜವಾಬ್ದಾರಿಯಾಗಿದೆ ಎಂದು ಕ್ಷೇತ್ರ ಶಿಕ್ಷಣಾಧಿಕಾರಿ ತಿಳಿಸಿದರು. ತಾಲೂಕಿನ ಮಂಗಲ ಸರ್ಕಾರಿ ಹಿರಿಯ ಪ್ರಾಥಮಿಕ ಶಾಲೆಯಲ್ಲಿ ನಡೆದ ಪ್ರತಿಭಾ ಕಾರಂಜಿ ಕಾರ್ಯಕ್ರಮ ಉದ್ಘಾಟಿಸಿ ಮಾತನಾಡಿದರು. ಪ್ರತಿಭಾ ಕಾರಂಜಿ ಮಕ್ಕಳಿಗೆ ಉತ್ತಮ ವೇದಿಕೆಯಾಗಿದೆ. ಪೋಷಕರು ಮಕ್ಕಳನ್ನು ಸ್ಪರ್ಧೆಗಳಲ್ಲಿ ಭಾಗವಹಿಸಲು ಪ್ರೇರೇಪಿಸಬೇಕು. ಸ್ಪರ್ಧೆಯಲ್ಲಿ ವಿಜೇತರಾದ ಮಕ್ಕಳಿಗೆ ಬಹುಮಾನ ವಿತರಿಸಲಾಯಿತು. ಮುಖ್ಯ ಶಿಕ್ಷಕರು, ಎಸ್‌ಡಿಎಂಸಿ ಅಧ್ಯಕ್ಷರು ಹಾಗೂ ಸದಸ್ಯರು, ಗ್ರಾಮಸ್ಥರು ಉಪಸ್ಥಿತರಿದ್ದರು. bbox=[788, 940, 922, 1005]
shasaka-place: ಗುಂಡ್ಲುಪೇಟೆ: bbox=[693, 402, 720, 409]
date: 3 ಡಿಸೆಂಬರ್ 2025 bbox=[808, 24, 878, 35]
brief-2-body: ಕರ್ನಾಟಕ ಶಿಕ್ಷಕರ ಅರ್ಹತಾ ಪರೀಕ್ಷೆ (ಕೆ-ಟಿಇಟಿ-2025) ಡಿಸೆಂಬರ್ 7ರಂದು ಜಿಲ್ಲೆಯ 14 ಪರೀಕ್ಷಾ ಕೇಂದ್ರಗಳಲ್ಲಿ ನಡೆಯಲಿದ್ದು, ಪರೀಕ್ಷಾ ಕಾರ್ಯವನ್ನು ವ್ಯವಸ್ಥಿತವಾಗಿ ನಡೆಸಲು ಅಗತ್ಯ ಸಿದ್ಧತೆ ಮಾಡಿಕೊಳ್ಳಲಾಗಿದೆ. ಪರೀಕ್ಷಾ ಕೇಂದ್ರಗಳ ಸುತ್ತಲೂ 200ಮೀ ವ್ಯಾಪ್ತಿಯ ಪ್ರದೇಶದಲ್ಲಿ ನಿಷೇಧಾಜ್ಞೆ ಜಾರಿ ಮಾಡಲಾಗಿದೆ. ಪರೀಕ್ಷಾ ಕೇಂದ್ರಗಳ ಸುತ್ತಲಿನ ಜೆರಾಕ್ಸ್ ಅಂಗಡಿಗಳನ್ನು ಮುಚ್ಚಲು ಆದೇಶಿಸಲಾಗಿದೆ. ಅಭ್ಯರ್ಥಿಗಳು ಪ್ರವೇಶ ಪತ್ರದೊಂದಿಗೆ ಗುರುತಿನ ಚೀಟಿ ತರಬೇಕು ಎಂದು ಪ್ರಕಟಣೆ ತಿಳಿಸಿದೆ. bbox=[26, 504, 186, 561]
parisara-headline: ಮನುಷ್ಯನ ದುರಾಸೆಗೆ ಪರಿಸರ ಅವನತಿ bbox=[26, 1147, 323, 1176]
lead-body2-b: ಬ್ರಿಟಿಷ್ ಸರ್ಕಾರದ ಸಂವಿಧಾನ ಬದಲಿಸುವ ಮಾತನಾಡಿದ ಇವರು, ನ್ಯಾಯ ಪಡೆಯಲು ಜನರು ಪರದಾಡುತ್ತಿದ್ದಾರೆ. ಸಂವಿಧಾನ ಬದಲಾವಣೆಯ ಬಗ್ಗೆ ಕಾಂಗ್ರೆಸ್ ನಾಯಕರು ಅಪಪ್ರಚಾರ ಮಾಡುತ್ತಿದ್ದಾರೆ. ಡಾ. ಬಿ.ಆರ್. ಅಂಬೇಡ್ಕರ್ ಅವರನ್ನು ಚುನಾವಣೆಯಲ್ಲಿ ಸೋಲಿಸಿದವರು ಕಾಂಗ್ರೆಸ್ಸಿಗರು. ಜಿಲ್ಲಾ ಅಧ್ಯಕ್ಷ ನಿರಂಜನ್ ಕುಮಾರ್, ಮಾಜಿ ಶಾಸಕ ಎನ್. ಮಹೇಶ್, ಮುಖಂಡರಾದ ಕಿನಕಹಳ್ಳಿ ರಾಚಯ್ಯ ಹಾಗೂ ಇತರರು ವೇದಿಕೆಯಲ್ಲಿ ಉಪಸ್ಥಿತರಿದ್ದರು. bbox=[526, 484, 674, 533]
makkala-body-2: ಮಕ್ಕಳಲ್ಲಿ ಅಡಗಿರುವ ಸುಪ್ತ ಪ್ರತಿಭೆಯನ್ನು ಗುರುತಿಸಿ ಪ್ರೋತ್ಸಾಹಿಸುವುದು ಶಿಕ್ಷಕರ ಜವಾಬ್ದಾರಿಯಾಗಿದೆ ಎಂದು ಕ್ಷೇತ್ರ ಶಿಕ್ಷಣಾಧಿಕಾರಿ ತಿಳಿಸಿದರು. ತಾಲೂಕಿನ ಮಂಗಲ ಸರ್ಕಾರಿ ಹಿರಿಯ ಪ್ರಾಥಮಿಕ ಶಾಲೆಯಲ್ಲಿ ನಡೆದ ಪ್ರತಿಭಾ ಕಾರಂಜಿ ಕಾರ್ಯಕ್ರಮ ಉದ್ಘಾಟಿಸಿ ಮಾತನಾಡಿದರು. ಪ್ರತಿಭಾ ಕಾರಂಜಿ ಮಕ್ಕಳಿಗೆ ಉತ್ತಮ ವೇದಿಕೆಯಾಗಿದೆ. ಪೋಷಕರು ಮಕ್ಕಳನ್ನು ಸ್ಪರ್ಧೆಗಳಲ್ಲಿ ಭಾಗವಹಿಸಲು ಪ್ರೇರೇಪಿಸಬೇಕು. ಸ್ಪರ್ಧೆಯಲ್ಲಿ ವಿಜೇತರಾದ ಮಕ್ಕಳಿಗೆ ಬಹುಮಾನ ವಿತರಿಸಲಾಯಿತು. ಮುಖ್ಯ ಶಿಕ್ಷಕರು, ಎಸ್‌ಡಿಎಂಸಿ ಅಧ್ಯಕ್ಷರು ಹಾಗೂ ಸದಸ್ಯರು, ಗ್ರಾಮಸ್ಥರು ಉಪಸ್ಥಿತರಿದ್ದರು. bbox=[616, 1020, 782, 1077]
anudana-place: ಚಾಮರಾಜನಗರ: bbox=[499, 712, 533, 719]
photo-protest bbox=[640, 1186, 794, 1298]
section-kirusuddi: ಕಿರುಸುದ್ದಿ bbox=[68, 76, 183, 102]
caption-committee: ಯಳಂದೂರು ಪಟ್ಟಣದ ಡಾ.ಬಿ.ಆರ್. ಅಂಬೇಡ್ಕರ್ ಭವನದಲ್ಲಿ ನಡೆದ ಅಂಬೇಡ್ಕರ್ ಸೇವಾ ಸಮಿತಿ ಪದಾಧಿಕಾರಿಗಳ ಆಯ್ಕೆ ಸಭೆಯಲ್ಲಿ ನೂತನ ಅಧ್ಯಕ್ಷರಾಗಿ ಕೆಸ್ತೂರು ಸಿದ್ದರಾಜು ಆಯ್ಕೆಯಾದರು. bbox=[698, 238, 896, 255]
rajyotsava-body: ಡಾ. ಎಸ್.ಬಿ. ಬಾಲಸುಬ್ರಹ್ಮಣ್ಯಂ ಅವರ ಗಾಯನ ಗೀತೆಗಳು ಅಪಾರ ಜನಮನ್ನಣೆ ಗಳಿಸಿದ್ದು, ಕನ್ನಡ ನಾಡು ನುಡಿಗಾಗಿ ಅವರ ಕೊಡುಗೆ ಅಪಾರ. ರಾಜ್ಯೋತ್ಸವ ಕೇವಲ ನವೆಂಬರ್ ತಿಂಗಳಿಗೆ ಸೀಮಿತವಾಗದೆ ನಿತ್ಯೋತ್ಸವವಾಗಬೇಕು ಎಂದು ಕರ್ನಾಟಕ ಸೇನಾ ಪಡೆ ಜಿಲ್ಲಾಧ್ಯಕ್ಷರು ತಿಳಿಸಿದರು. ನಗರದ ರೋಟರಿ ಭವನದಲ್ಲಿ ನಡೆದ ಕನ್ನಡ ರಾಜ್ಯೋತ್ಸವ ಕಾರ್ಯಕ್ರಮದಲ್ಲಿ ಮಾತನಾಡಿದರು. ಅಂತಾರಾಷ್ಟ್ರೀಯ ಖ್ಯಾತಿಯ ಕಲಾವಿದರು, ಸಾಹಿತಿಗಳು ಹಾಗೂ ಕನ್ನಡಪರ ಹೋರಾಟಗಾರರನ್ನು ಸನ್ಮಾನಿಸಲಾಯಿತು. ಕನ್ನಡ ಭಾಷೆ ಶ್ರೀಮಂತ ಇತಿಹಾಸ ಹೊಂದಿದ್ದು, ಪ್ರತಿಯೊಬ್ಬರೂ ಕನ್ನಡದಲ್ಲಿಯೇ ವ್ಯವಹರಿಸಬೇಕು. ಕನ್ನಡ ಶಾಲೆಗಳನ್ನು ಉಳಿಸಿ ಬೆಳೆಸುವ ಕೆಲಸ ಆಗಬೇಕಿದೆ. ಕಾರ್ಯಕ್ರಮದಲ್ಲಿ ವಿವಿಧ ಸಂಘಟನೆಗಳ ಪದಾಧಿಕಾರಿಗಳು ಭಾಗವಹಿಸಿದ್ದರು. bbox=[206, 712, 480, 761]
anudana-text-2 bbox=[616, 810, 782, 902]
lead-body2-a: ಬ್ರಿಟಿಷ್ ಸರ್ಕಾರದ ಸಂವಿಧಾನ ಬದಲಿಸುವ ಮಾತನಾಡಿದ ಇವರು, ನ್ಯಾಯ ಪಡೆಯಲು ಜನರು ಪರದಾಡುತ್ತಿದ್ದಾರೆ. ಸಂವಿಧಾನ ಬದಲಾವಣೆಯ ಬಗ್ಗೆ ಕಾಂಗ್ರೆಸ್ ನಾಯಕರು ಅಪಪ್ರಚಾರ ಮಾಡುತ್ತಿದ್ದಾರೆ. ಡಾ. ಬಿ.ಆರ್. ಅಂಬೇಡ್ಕರ್ ಅವರನ್ನು ಚುನಾವಣೆಯಲ್ಲಿ ಸೋಲಿಸಿದವರು ಕಾಂಗ್ರೆಸ್ಸಿಗರು. ಜಿಲ್ಲಾ ಅಧ್ಯಕ್ಷ ನಿರಂಜನ್ ಕುಮಾರ್, ಮಾಜಿ ಶಾಸಕ ಎನ್. ಮಹೇಶ್, ಮುಖಂಡರಾದ ಕಿನಕಹಳ್ಳಿ ರಾಚಯ್ಯ ಹಾಗೂ ಇತರರು ವೇದಿಕೆಯಲ್ಲಿ ಉಪಸ್ಥಿತರಿದ್ದರು. bbox=[366, 612, 520, 661]
column-rule bbox=[194, 66, 195, 1106]
kesur-place: ಯಳಂದೂರು: bbox=[463, 86, 491, 93]
brief-3-text bbox=[26, 834, 186, 1104]
page-number: ೦೨ bbox=[155, 34, 178, 58]
grapam-kicker: ಕರ್ನಾಟಕ ರಾಜ್ಯ ರೈತ ಸಂಘದ ವತಿಯಿಂದ ಪ್ರತಿಭಟನೆ bbox=[484, 1124, 682, 1138]
notice-text: ನ್ಯಾಯಾಲಯದ ಆದೇಶದ ಮೇರೆಗೆ ಹರಾಜು ಪ್ರಕಟಣೆ. ಚಾಮರಾಜನಗರ ಜಿಲ್ಲೆ, ಕೊಳ್ಳೇಗಾಲ ತಾಲ್ಲೂಕಿನಲ್ಲಿರುವ ಆಸ್ತಿಯನ್ನು ಸಾರ್ವಜನಿಕ ಹರಾಜಿನ ಮೂಲಕ ಮಾರಾಟ ಮಾಡಲಾಗುವುದು. ಆಸಕ್ತರು ನಿಗದಿತ ದಿನಾಂಕದೊಳಗೆ ಅರ್ಜಿ ಸಲ್ಲಿಸಬಹುದು. ಹೆಚ್ಚಿನ ಮಾಹಿತಿಗೆ ಕಚೇರಿಯನ್ನು ಸಂಪರ್ಕಿಸಿ. ಸ್ಥಳ: ಮೈಸೂರು ದಿನಾಂಕ: 02/12/2025 bbox=[808, 1100, 918, 1144]
masthead bbox=[0, 0, 945, 56]
